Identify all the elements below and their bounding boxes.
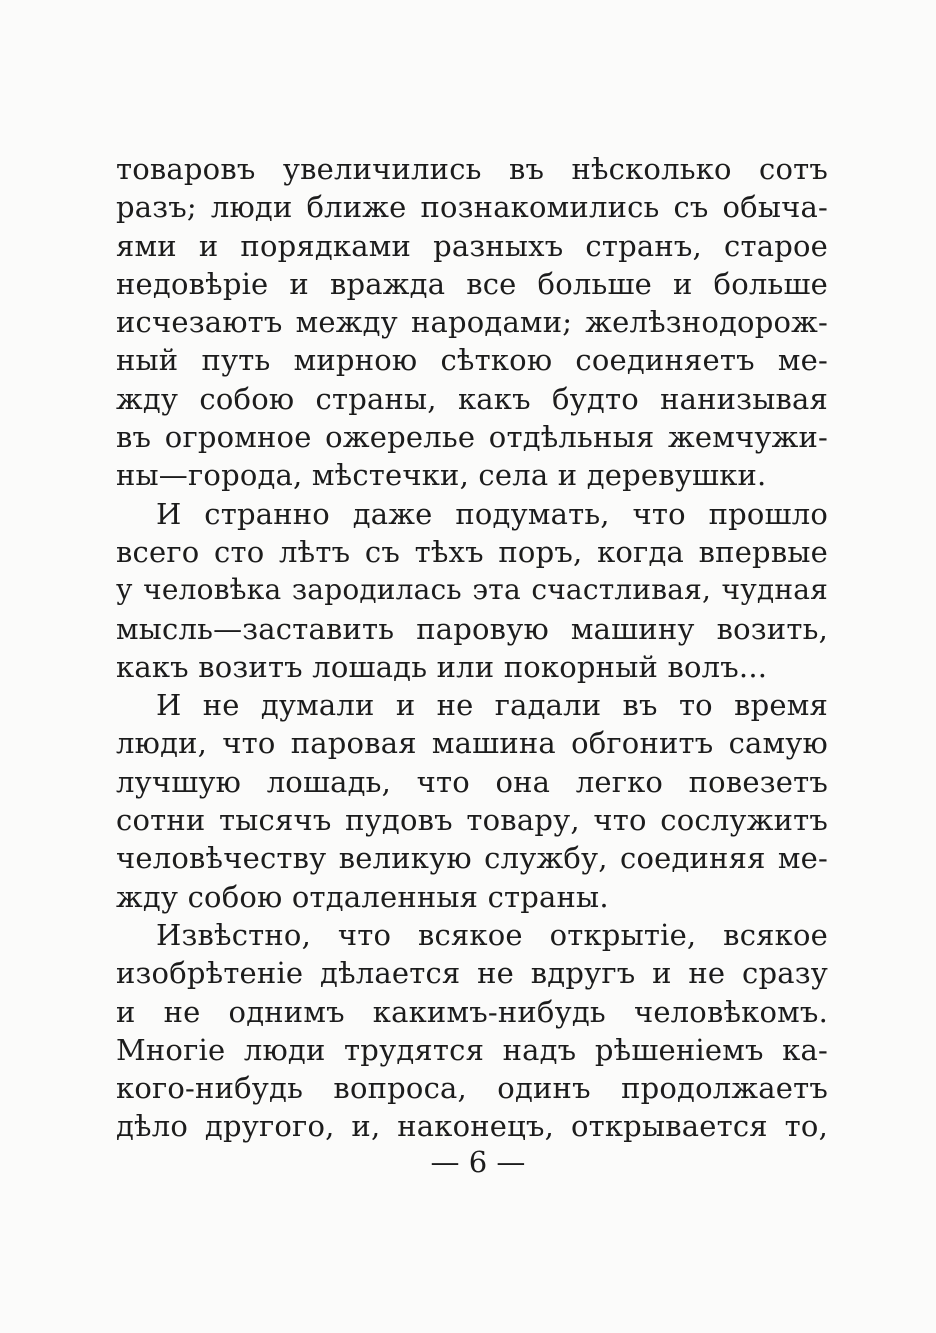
text-line: Многіе люди трудятся надъ рѣшеніемъ ка- <box>116 1032 828 1067</box>
text-line: люди, что паровая машина обгонитъ самую <box>116 726 828 761</box>
page-number: — 6 — <box>430 1145 526 1179</box>
text-line: кого-нибудь вопроса, одинъ продолжаетъ <box>116 1071 828 1106</box>
text-line: и не однимъ какимъ-нибудь человѣкомъ. <box>116 994 828 1029</box>
text-line: ями и порядками разныхъ странъ, старое <box>116 228 828 263</box>
text-line: человѣчеству великую службу, соединяя ме- <box>116 841 828 876</box>
text-line: ны—города, мѣстечки, села и деревушки. <box>116 458 767 493</box>
paragraph-start-line: И не думали и не гадали въ то время <box>156 688 828 723</box>
text-line: изобрѣтеніе дѣлается не вдругъ и не сразу <box>116 956 828 991</box>
text-line: недовѣріе и вражда все больше и больше <box>116 266 828 301</box>
paragraph-start-line: И странно даже подумать, что прошло <box>156 496 828 531</box>
text-line: въ огромное ожерелье отдѣльныя жемчужи- <box>116 420 828 455</box>
text-line: разъ; люди ближе познакомились съ обыча- <box>116 190 828 225</box>
text-line: лучшую лошадь, что она легко повезетъ <box>116 764 828 799</box>
body-text <box>116 150 828 1146</box>
paragraph-start-line: Извѣстно, что всякое открытіе, всякое <box>156 917 828 952</box>
text-line: мысль—заставить паровую машину возить, <box>116 611 828 646</box>
text-line: ный путь мирною сѣткою соединяетъ ме- <box>116 343 828 378</box>
text-line: всего сто лѣтъ съ тѣхъ поръ, когда впервые <box>116 534 828 569</box>
text-line: жду собою страны, какъ будто нанизывая <box>116 381 828 416</box>
text-line: какъ возитъ лошадь или покорный волъ... <box>116 649 768 684</box>
text-line: сотни тысячъ пудовъ товару, что сослужитъ <box>116 803 828 838</box>
text-line: у человѣка зародилась эта счастливая, чудная <box>116 573 828 607</box>
text-line: исчезаютъ между народами; желѣзнодорож- <box>116 305 828 340</box>
text-line: дѣло другого, и, наконецъ, открывается то, <box>116 1109 828 1144</box>
text-line: товаровъ увеличились въ нѣсколько сотъ <box>116 152 828 186</box>
text-line: жду собою отдаленныя страны. <box>116 879 609 914</box>
